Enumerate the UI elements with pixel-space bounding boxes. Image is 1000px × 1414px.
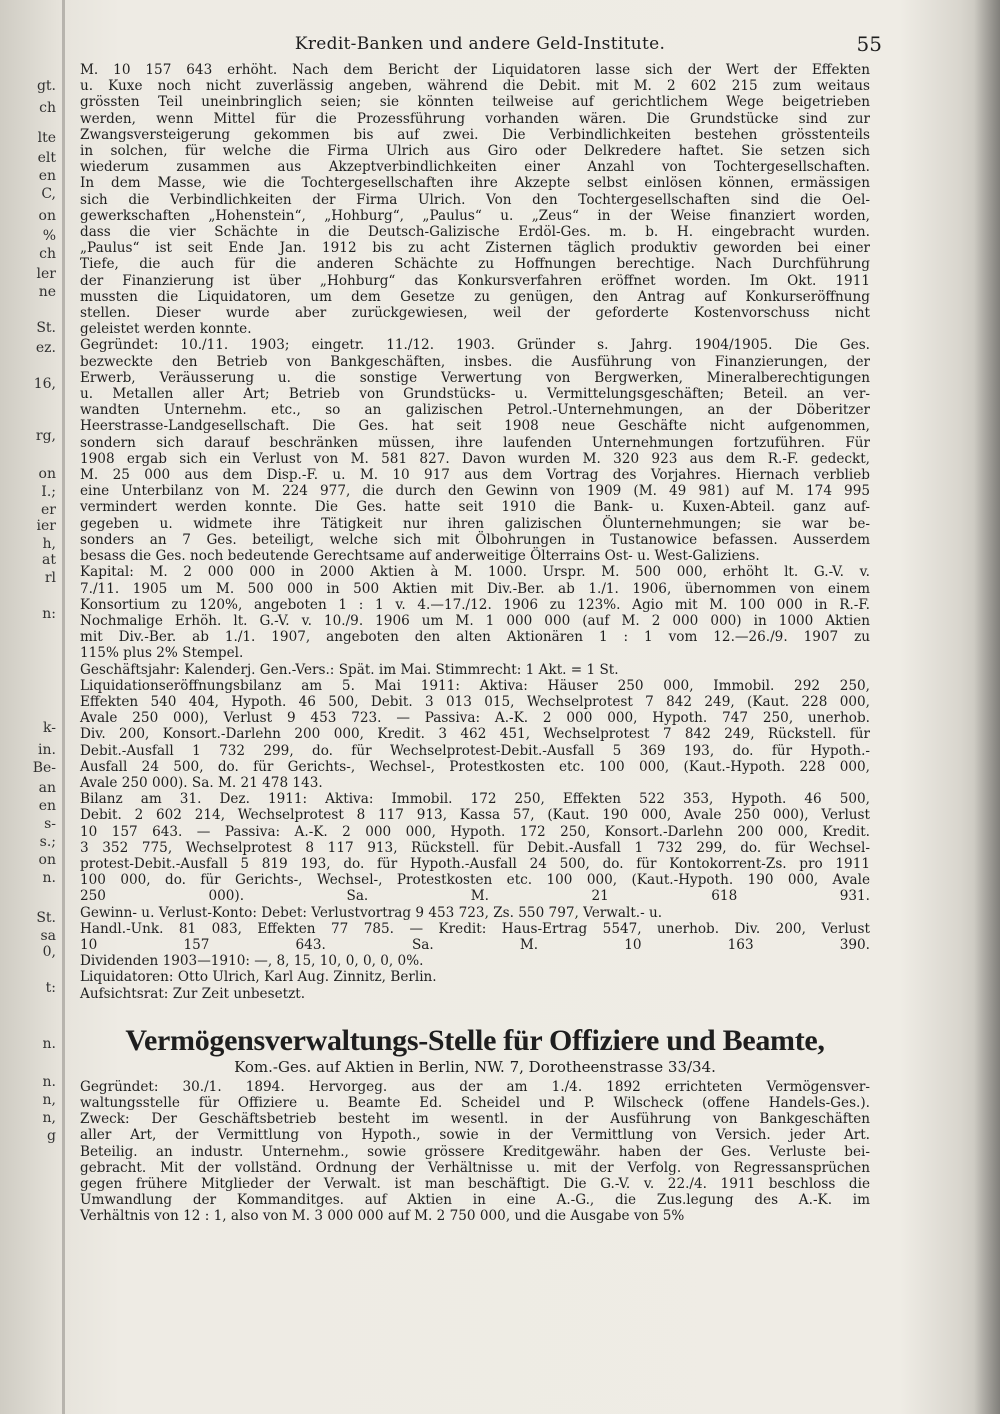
margin-fragment: %: [42, 228, 56, 244]
text-line: mussten die Liquidatoren, um dem Gesetze zu genügen, den Antrag auf Konkurseröffnung: [80, 288, 870, 305]
text-line: Zwangsversteigerung gekommen bis auf zwei. Die Verbindlichkeiten bestehen grösstenteils: [80, 126, 870, 143]
binding-gutter: [62, 0, 65, 1414]
page-header-title: Kredit-Banken und andere Geld-Institute.: [294, 34, 666, 54]
margin-fragment: er: [41, 502, 56, 518]
main-text-column: [80, 62, 870, 1225]
margin-fragment: ier: [36, 518, 56, 534]
margin-fragment: elt: [37, 150, 56, 166]
text-line: Gegründet: 10./11. 1903; eingetr. 11./12. 1903. Gründer s. Jahrg. 1904/1905. Die Ges.: [80, 337, 870, 354]
text-line: Avale 250 000). Sa. M. 21 478 143.: [80, 774, 323, 791]
margin-fragment: at: [42, 552, 56, 568]
text-line: gegen frühere Mitglieder der Verwalt. ist man beschäftigt. Die G.-V. v. 22./4. 1911 beschloss die: [80, 1176, 870, 1192]
text-line: waltungsstelle für Offiziere u. Beamte Ed. Scheidel und P. Wilscheck (offene Handels-Ges.).: [80, 1094, 870, 1111]
text-line: Aufsichtsrat: Zur Zeit unbesetzt.: [80, 985, 306, 1002]
text-line: Tiefe, die auch für die anderen Schächte zu Hoffnungen berechtige. Nach Durchführung: [80, 256, 870, 273]
text-line: sonders an 7 Ges. beteiligt, welche sich mit Ölbohrungen in Tustanowice befassen. Ausserdem: [80, 531, 870, 548]
text-line: u. Kuxe noch nicht zuverlässig angeben, während die Debit. mit M. 2 602 215 zum weitaus: [80, 78, 870, 95]
text-line: 3 352 775, Wechselprotest 8 117 913, Rückstell. für Debit.-Ausfall 1 732 299, do. für Wechsel-: [80, 839, 870, 856]
text-line: wiederum zusammen aus Akzeptverbindlichkeiten einer Anzahl von Tochtergesellschaften.: [80, 159, 870, 176]
text-line: gebracht. Mit der vollständ. Ordnung der Verhältnisse u. mit der Verfolg. von Regressansprüchen: [80, 1159, 870, 1176]
text-line: Ausfall 24 500, do. für Gerichts-, Wechsel-, Protestkosten etc. 100 000, (Kaut.-Hypoth. 228 000,: [80, 758, 870, 775]
margin-fragment: n.: [42, 1036, 56, 1052]
text-line: „Paulus“ ist seit Ende Jan. 1912 bis zu acht Zisternen täglich produktiv geworden bei einer: [80, 240, 870, 257]
margin-fragment: on: [38, 466, 56, 482]
page-number: 55: [856, 32, 882, 56]
text-line: sondern sich darauf beschränken müssen, ihre laufenden Unternehmungen fortzuführen. Für: [80, 434, 870, 451]
previous-page-margin: [0, 0, 60, 1414]
entry-text: [80, 1079, 870, 1225]
text-line: Geschäftsjahr: Kalenderj. Gen.-Vers.: Spät. im Mai. Stimmrecht: 1 Akt. = 1 St.: [80, 661, 619, 678]
margin-fragment: on: [38, 852, 56, 868]
margin-fragment: ch: [39, 100, 56, 116]
text-line: 100 000, do. für Gerichts-, Wechsel-, Protestkosten etc. 100 000, (Kaut.-Hypoth. 190 000, Avale: [80, 872, 870, 889]
text-line: M. 25 000 aus dem Disp.-F. u. M. 10 917 aus dem Vortrag des Vorjahres. Hiernach verblieb: [80, 467, 870, 484]
text-line: Beteilig. an industr. Unternehm., sowie grössere Kreditgewähr. haben der Ges. Verluste bei-: [80, 1143, 870, 1160]
margin-fragment: ne: [38, 284, 56, 300]
margin-fragment: gt.: [36, 78, 56, 94]
margin-fragment: on: [38, 208, 56, 224]
margin-fragment: n,: [42, 1110, 56, 1126]
margin-fragment: I.;: [41, 484, 56, 500]
text-line: Verhältnis von 12 : 1, also von M. 3 000 000 auf M. 2 750 000, und die Ausgabe von 5%: [80, 1208, 685, 1225]
margin-fragment: sa: [40, 928, 56, 944]
margin-fragment: St.: [36, 910, 56, 926]
text-line: Nochmalige Erhöh. lt. G.-V. v. 10./9. 1906 um M. 1 000 000 (auf M. 2 000 000) in 1000 Aktien: [80, 612, 870, 629]
margin-fragment: en: [38, 168, 56, 184]
section-title: Vermögensverwaltungs-Stelle für Offiziere und Beamte,: [125, 1023, 825, 1057]
text-line: stellen. Dieser wurde aber zurückgewiesen, weil der geforderte Kostenvorschuss nicht: [80, 305, 870, 322]
margin-fragment: ler: [36, 266, 56, 282]
text-line: Gegründet: 30./1. 1894. Hervorgeg. aus der am 1./4. 1892 errichteten Vermögensver-: [80, 1078, 870, 1095]
text-line: vermindert werden konnte. Die Ges. hatte seit 1910 die Bank- u. Kuxen-Abteil. ganz auf-: [80, 499, 870, 516]
text-line: Dividenden 1903—1910: —, 8, 15, 10, 0, 0, 0, 0%.: [80, 953, 424, 970]
margin-fragment: an: [38, 780, 56, 796]
text-line: 10 157 643. — Passiva: A.-K. 2 000 000, Hypoth. 172 250, Konsort.-Darlehn 200 000, Kredit.: [80, 823, 870, 840]
margin-fragment: Be-: [32, 760, 56, 776]
margin-fragment: St.: [36, 320, 56, 336]
text-line: protest-Debit.-Ausfall 5 819 193, do. für Hypoth.-Ausfall 24 500, do. für Kontokorrent-Zs. pro 1911: [80, 855, 870, 872]
liquidation-entry-text: [80, 62, 870, 1002]
text-line: Bilanz am 31. Dez. 1911: Aktiva: Immobil. 172 250, Effekten 522 353, Hypoth. 46 500,: [80, 791, 870, 808]
text-line: geleistet werden konnte.: [80, 321, 252, 338]
text-line: Gewinn- u. Verlust-Konto: Debet: Verlustvortrag 9 453 723, Zs. 550 797, Verwalt.- u.: [80, 904, 663, 921]
margin-fragment: ch: [39, 246, 56, 262]
text-line: Debit.-Ausfall 1 732 299, do. für Wechselprotest-Debit.-Ausfall 5 369 193, do. für Hypoth.-: [80, 742, 870, 759]
text-line: Avale 250 000), Verlust 9 453 723. — Passiva: A.-K. 2 000 000, Hypoth. 747 250, unerhob.: [80, 710, 870, 727]
text-line: Liquidationseröffnungsbilanz am 5. Mai 1911: Aktiva: Häuser 250 000, Immobil. 292 250,: [80, 677, 870, 694]
text-line: Zweck: Der Geschäftsbetrieb besteht im wesentl. in der Ausführung von Bankgeschäften: [80, 1111, 870, 1128]
text-line: gewerkschaften „Hohenstein“, „Hohburg“, „Paulus“ u. „Zeus“ in der Weise finanziert worden,: [80, 207, 870, 224]
margin-fragment: n.: [42, 1074, 56, 1090]
text-line: in solchen, für welche die Firma Ulrich aus Giro oder Delkredere haftet. Sie setzen sich: [80, 143, 870, 160]
margin-fragment: s-: [44, 816, 56, 832]
text-line: aller Art, der Vermittlung von Hypoth., sowie in der Vermittlung von Versich. jeder Art.: [80, 1127, 870, 1144]
text-line: Liquidatoren: Otto Ulrich, Karl Aug. Zinnitz, Berlin.: [80, 969, 437, 986]
margin-fragment: n:: [42, 606, 56, 622]
text-line: 115% plus 2% Stempel.: [80, 645, 244, 662]
margin-fragment: h,: [42, 536, 56, 552]
margin-fragment: rg,: [35, 428, 56, 444]
text-line: sich die Verbindlichkeiten der Firma Ulrich. Von den Tochtergesellschaften sind die Oel-: [80, 191, 870, 208]
margin-fragment: in.: [38, 742, 56, 758]
text-line: u. Metallen aller Art; Betrieb von Grundstücks- u. Vermittelungsgeschäften; Beteil. an ver-: [80, 386, 870, 403]
margin-fragment: 16,: [33, 376, 56, 392]
margin-fragment: s.;: [39, 834, 56, 850]
margin-fragment: en: [38, 798, 56, 814]
text-line: bezweckte den Betrieb von Bankgeschäften, insbes. die Ausführung von Finanzierungen, der: [80, 353, 870, 370]
text-line: dass die vier Schächte in die Deutsch-Galizische Erdöl-Ges. m. b. H. eingebracht wurden.: [80, 224, 870, 241]
text-line: Umwandlung der Kommanditges. auf Aktien in eine A.-G., die Zus.legung des A.-K. im: [80, 1192, 870, 1209]
text-line: In dem Masse, wie die Tochtergesellschaften ihre Akzepte selbst einlösen können, ermässigen: [80, 175, 870, 192]
margin-fragment: 0,: [42, 944, 56, 960]
text-line: 1908 ergab sich ein Verlust von M. 581 827. Davon wurden M. 320 923 aus dem R.-F. gedeckt,: [80, 450, 870, 467]
text-line: Debit. 2 602 214, Wechselprotest 8 117 913, Kassa 57, (Kaut. 190 000, Avale 250 000), Verlust: [80, 807, 870, 824]
text-line: Kapital: M. 2 000 000 in 2000 Aktien à M. 1000. Urspr. M. 500 000, erhöht lt. G.-V. v.: [80, 564, 870, 581]
page-edge-shadow: [974, 0, 1000, 1414]
margin-fragment: lte: [37, 130, 56, 146]
text-line: Konsortium zu 120%, angeboten 1 : 1 v. 4.—17./12. 1906 zu 123%. Agio mit M. 100 000 in R.-F.: [80, 596, 870, 613]
text-line: Heerstrasse-Landgesellschaft. Die Ges. hat seit 1908 neue Geschäfte nicht aufgenommen,: [80, 418, 870, 435]
margin-fragment: C,: [41, 186, 56, 202]
text-line: Erwerb, Veräusserung u. die sonstige Verwertung von Bergwerken, Mineralberechtigungen: [80, 369, 870, 386]
margin-fragment: ez.: [35, 340, 56, 356]
margin-fragment: n,: [42, 1092, 56, 1108]
text-line: wandten Unternehm. etc., so an galizischen Petrol.-Unternehmungen, an der Döberitzer: [80, 402, 870, 419]
running-header: [80, 32, 880, 58]
text-line: Div. 200, Konsort.-Darlehn 200 000, Kredit. 3 462 451, Wechselprotest 7 842 249, Rückstell. für: [80, 726, 870, 743]
text-line: 7./11. 1905 um M. 500 000 in 500 Aktien mit Div.-Ber. ab 1./1. 1906, übernommen von einem: [80, 580, 870, 597]
text-line: M. 10 157 643 erhöht. Nach dem Bericht der Liquidatoren lasse sich der Wert der Effekten: [80, 62, 870, 78]
text-line: der Finanzierung ist über „Hohburg“ das Konkursverfahren eröffnet worden. Im Okt. 1911: [80, 272, 870, 289]
text-line: gegeben u. widmete ihre Tätigkeit nur ihren galizischen Ölunternehmungen; sie war be-: [80, 515, 870, 532]
text-line: besass die Ges. noch bedeutende Gerechtsame auf anderweitige Ölterrains Ost- u. West-Galiziens.: [80, 548, 760, 565]
text-line: grössten Teil uneinbringlich seien; sie könnten teilweise auf gerichtlichem Wege beigetrieben: [80, 94, 870, 111]
margin-fragment: g: [47, 1128, 56, 1144]
margin-fragment: rl: [44, 570, 56, 586]
margin-fragment: k-: [43, 720, 56, 736]
text-line: eine Unterbilanz von M. 224 977, die durch den Gewinn von 1909 (M. 49 981) auf M. 174 995: [80, 483, 870, 500]
margin-fragment: t:: [45, 980, 56, 996]
section-subtitle: Kom.-Ges. auf Aktien in Berlin, NW. 7, Dorotheenstrasse 33/34.: [234, 1057, 716, 1076]
text-line: 250 000). Sa. M. 21 618 931.: [80, 888, 870, 905]
text-line: 10 157 643. Sa. M. 10 163 390.: [80, 936, 870, 953]
text-line: werden, wenn Mittel für die Prozessführung vorhanden wären. Die Grundstücke sind zur: [80, 110, 870, 127]
margin-fragment: n.: [42, 870, 56, 886]
text-line: Handl.-Unk. 81 083, Effekten 77 785. — Kredit: Haus-Ertrag 5547, unerhob. Div. 200, Verlust: [80, 920, 870, 937]
text-line: Effekten 540 404, Hypoth. 46 500, Debit. 3 013 015, Wechselprotest 7 842 249, (Kaut. 228 000,: [80, 693, 870, 710]
text-line: mit Div.-Ber. ab 1./1. 1907, angeboten den alten Aktionären 1 : 1 vom 12.—26./9. 1907 zu: [80, 629, 870, 646]
